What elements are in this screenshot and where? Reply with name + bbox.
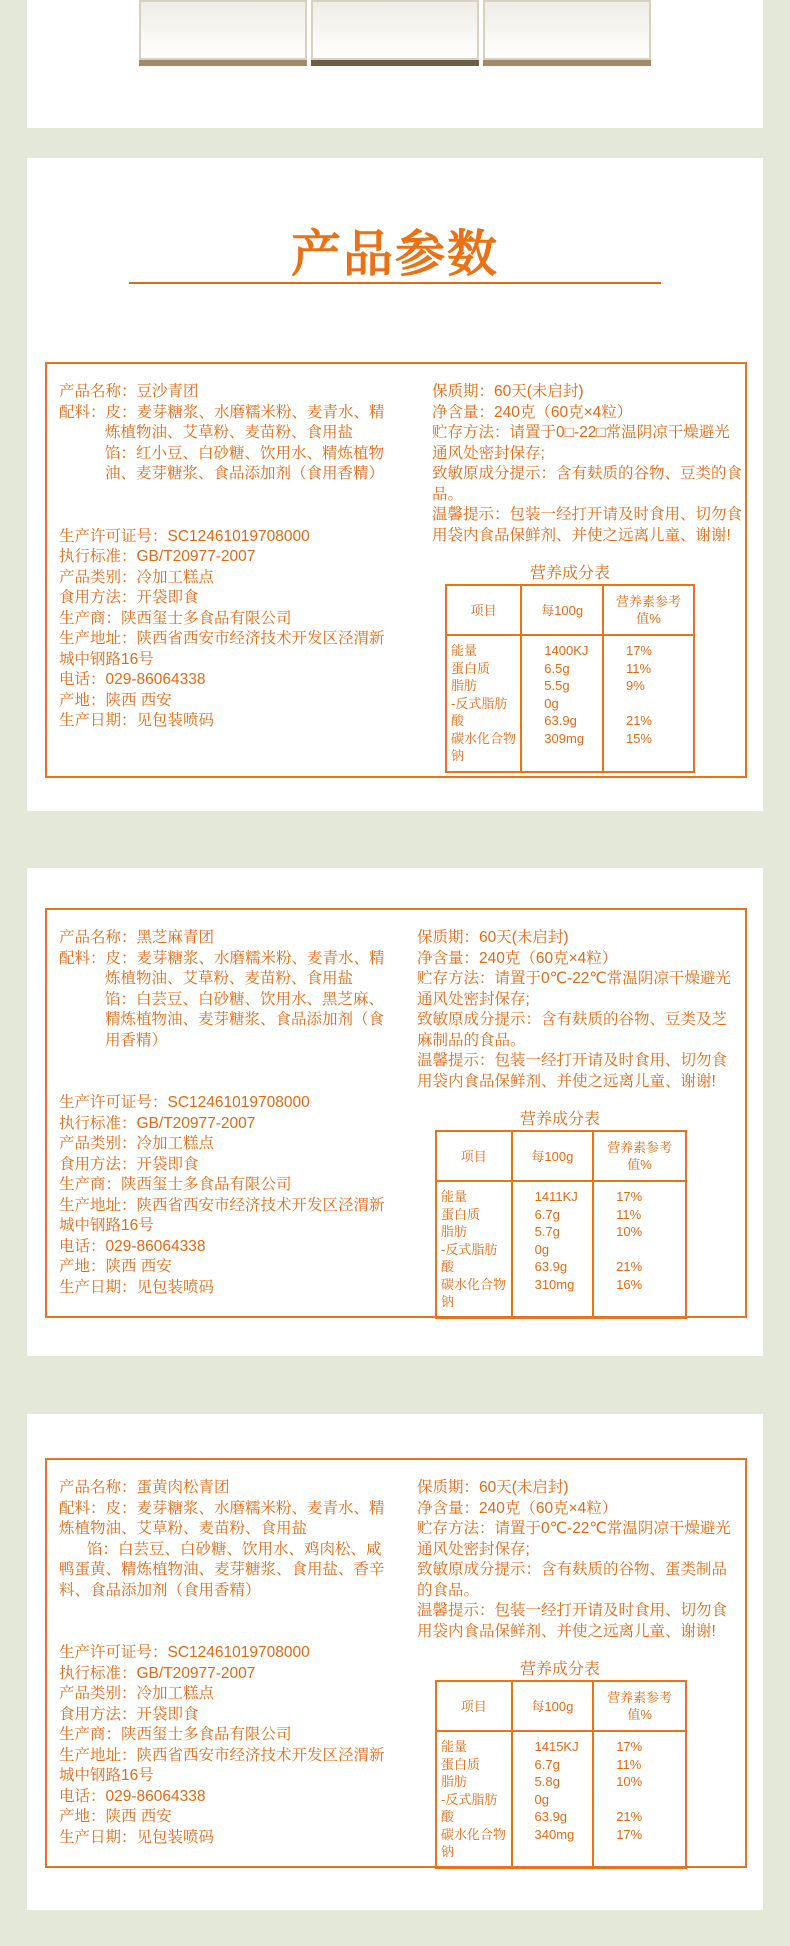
allergen-line: 致敏原成分提示：含有麸质的谷物、豆类的食 xyxy=(432,465,743,482)
nutrition-header: 每100g xyxy=(521,585,603,635)
net-content: 净含量：240克（60克×4粒） xyxy=(417,1499,618,1517)
license-number: 生产许可证号：SC12461019708000 xyxy=(59,1644,310,1661)
nrv-header: 营养素参考值% xyxy=(607,1690,673,1722)
per100g-value: 63.9g xyxy=(534,1809,568,1824)
left-column xyxy=(59,928,389,1298)
per100g-value: 1400KJ xyxy=(544,643,589,658)
nutrition-item: 能量 xyxy=(441,1189,468,1204)
origin: 产地：陕西 西安 xyxy=(59,1258,172,1275)
nrv-header: 营养素参考值% xyxy=(615,594,681,626)
nrv-value: 11% xyxy=(616,1756,642,1772)
tip-line: 温馨提示：包装一经打开请及时食用、切勿食 xyxy=(417,1602,728,1619)
storage-line: 通风处密封保存; xyxy=(432,444,545,462)
nrv-value: 17% xyxy=(616,1826,643,1842)
nrv-value: 11% xyxy=(616,1206,642,1222)
nrv-value: 17% xyxy=(616,1189,643,1204)
nrv-value xyxy=(616,1241,681,1259)
filling-line: 油、麦芽糖浆、食品添加剂（食用香精） xyxy=(105,465,385,482)
nrv-value: 21% xyxy=(616,1259,643,1274)
nutrition-per100g xyxy=(512,1731,594,1868)
spec-card-3 xyxy=(27,1414,763,1910)
storage-line: 通风处密封保存; xyxy=(417,1540,530,1558)
per100g-value: 5.7g xyxy=(534,1224,560,1239)
license-number: 生产许可证号：SC12461019708000 xyxy=(59,527,310,545)
tip-line: 温馨提示：包装一经打开请及时食用、切勿食 xyxy=(432,506,743,523)
nutrition-per100g xyxy=(521,635,603,772)
spec-box xyxy=(45,362,747,778)
phone: 电话：029-86064338 xyxy=(59,671,206,688)
per100g-value: 63.9g xyxy=(534,1259,568,1274)
per100g-value: 309mg xyxy=(544,730,585,746)
nutrition-header xyxy=(593,1681,686,1731)
product-photo xyxy=(311,0,479,66)
per100g-value: 310mg xyxy=(534,1276,575,1292)
nrv-value: 16% xyxy=(616,1276,643,1292)
spec-box xyxy=(45,908,747,1318)
nutrition-header: 项目 xyxy=(436,1681,512,1731)
nrv-value xyxy=(616,1791,681,1809)
nutrition-item: 脂肪 xyxy=(441,1224,468,1239)
nutrition-header: 项目 xyxy=(446,585,521,635)
per100g-value: 6.7g xyxy=(534,1756,560,1772)
product-category: 产品类别：冷加工糕点 xyxy=(59,1135,215,1152)
per100g-value: 0g xyxy=(534,1791,549,1807)
nrv-value: 10% xyxy=(616,1774,643,1789)
product-category: 产品类别：冷加工糕点 xyxy=(59,568,215,586)
nutrition-item: -反式脂肪酸 xyxy=(451,695,508,728)
standard: 执行标准：GB/T20977-2007 xyxy=(59,548,256,565)
nutrition-item: -反式脂肪酸 xyxy=(441,1241,498,1274)
nrv-value: 17% xyxy=(625,643,652,658)
nutrition-item: 钠 xyxy=(441,1294,455,1309)
storage-line: 贮存方法：请置于0□-22□常温阴凉干燥避光 xyxy=(432,424,730,441)
address-line: 生产地址：陕西省西安市经济技术开发区泾渭新 xyxy=(59,1196,385,1214)
product-photo xyxy=(139,0,307,66)
standard: 执行标准：GB/T20977-2007 xyxy=(59,1664,256,1682)
nutrition-item: 碳水化合物 xyxy=(441,1826,507,1842)
per100g-value: 1411KJ xyxy=(534,1189,578,1204)
per100g-value: 6.5g xyxy=(544,660,570,676)
nutrition-item: 能量 xyxy=(451,643,478,658)
per100g-value: 5.5g xyxy=(544,678,570,693)
origin: 产地：陕西 西安 xyxy=(59,691,172,709)
tip-line: 温馨提示：包装一经打开请及时食用、切勿食 xyxy=(417,1052,728,1069)
standard: 执行标准：GB/T20977-2007 xyxy=(59,1114,256,1132)
nrv-value: 21% xyxy=(625,713,652,728)
manufacturer: 生产商：陕西玺士多食品有限公司 xyxy=(59,609,292,627)
nutrition-item: 蛋白质 xyxy=(451,660,491,676)
allergen-line: 致敏原成分提示：含有麸质的谷物、豆类及芝 xyxy=(417,1011,728,1028)
nutrition-nrv xyxy=(603,635,694,772)
eating-method: 食用方法：开袋即食 xyxy=(59,589,199,606)
spec-card-2 xyxy=(27,868,763,1356)
filling-line: 馅：红小豆、白砂糖、饮用水、精炼植物 xyxy=(105,444,385,462)
manufacturer: 生产商：陕西玺士多食品有限公司 xyxy=(59,1176,292,1193)
license-number: 生产许可证号：SC12461019708000 xyxy=(59,1094,310,1111)
nutrition-item: 脂肪 xyxy=(441,1774,468,1789)
shelf-life: 保质期：60天(未启封) xyxy=(432,383,584,400)
eating-method: 食用方法：开袋即食 xyxy=(59,1705,199,1723)
address-line: 城中钢路16号 xyxy=(59,1767,154,1784)
address-line: 生产地址：陕西省西安市经济技术开发区泾渭新 xyxy=(59,630,385,647)
allergen-line: 麻制品的食品。 xyxy=(417,1031,526,1049)
nutrition-per100g xyxy=(512,1181,594,1318)
allergen-line: 的食品。 xyxy=(417,1581,480,1599)
left-column xyxy=(59,1478,389,1848)
spec-box xyxy=(45,1458,747,1868)
nutrition-header xyxy=(593,1131,686,1181)
per100g-value: 63.9g xyxy=(544,713,577,728)
nutrition-table xyxy=(445,584,695,773)
tip-line: 用袋内食品保鲜剂、并使之远离儿童、谢谢! xyxy=(432,526,731,544)
address-line: 城中钢路16号 xyxy=(59,1217,154,1234)
phone: 电话：029-86064338 xyxy=(59,1237,206,1255)
right-column xyxy=(417,1478,742,1642)
ingredients-line: 炼植物油、艾草粉、麦苗粉、食用盐 xyxy=(105,424,354,441)
ingredients-line: 配料：皮：麦芽糖浆、水磨糯米粉、麦青水、精 xyxy=(59,1499,385,1517)
nutrition-table xyxy=(435,1680,687,1869)
ingredients-line: 配料：皮：麦芽糖浆、水磨糯米粉、麦青水、精 xyxy=(59,403,385,421)
shelf-life: 保质期：60天(未启封) xyxy=(417,929,569,946)
nutrition-item: 钠 xyxy=(451,748,465,763)
product-name: 产品名称：蛋黄肉松青团 xyxy=(59,1479,230,1496)
section-title: 产品参数 xyxy=(291,226,499,282)
product-name: 产品名称：豆沙青团 xyxy=(59,383,199,400)
top-photo-card xyxy=(27,0,763,128)
ingredients-line: 炼植物油、艾草粉、麦苗粉、食用盐 xyxy=(105,970,354,987)
ingredients-line: 炼植物油、艾草粉、麦苗粉、食用盐 xyxy=(59,1520,308,1537)
nutrition-item: 能量 xyxy=(441,1739,468,1754)
product-category: 产品类别：冷加工糕点 xyxy=(59,1685,215,1702)
phone: 电话：029-86064338 xyxy=(59,1787,206,1805)
nutrition-title: 营养成分表 xyxy=(519,1661,600,1678)
nutrition-items xyxy=(446,635,521,772)
nrv-value: 15% xyxy=(625,730,652,746)
production-date: 生产日期：见包装喷码 xyxy=(59,712,215,729)
filling-line: 馅：白芸豆、白砂糖、饮用水、鸡肉松、咸 xyxy=(87,1540,382,1558)
nutrition-title: 营养成分表 xyxy=(529,565,610,582)
storage-line: 贮存方法：请置于0℃-22℃常温阴凉干燥避光 xyxy=(417,970,731,987)
filling-line: 鸭蛋黄、精炼植物油、麦芽糖浆、食用盐、香辛 xyxy=(59,1561,385,1578)
title-divider xyxy=(129,282,661,284)
left-column xyxy=(59,382,389,732)
nrv-value: 21% xyxy=(616,1809,643,1824)
product-photo-strip xyxy=(27,0,763,68)
net-content: 净含量：240克（60克×4粒） xyxy=(417,949,618,967)
production-date: 生产日期：见包装喷码 xyxy=(59,1828,215,1846)
nutrition-items xyxy=(436,1731,512,1868)
nutrition-items xyxy=(436,1181,512,1318)
nutrition-item: 蛋白质 xyxy=(441,1206,481,1222)
address-line: 城中钢路16号 xyxy=(59,650,154,668)
nrv-value: 11% xyxy=(625,660,652,676)
per100g-value: 5.8g xyxy=(534,1774,560,1789)
nutrition-header xyxy=(603,585,694,635)
storage-line: 贮存方法：请置于0℃-22℃常温阴凉干燥避光 xyxy=(417,1520,731,1537)
filling-line: 精炼植物油、麦芽糖浆、食品添加剂（食 xyxy=(105,1011,385,1028)
nutrition-header: 每100g xyxy=(512,1131,594,1181)
nrv-value xyxy=(626,695,689,713)
right-column xyxy=(417,928,742,1092)
nutrition-nrv xyxy=(593,1731,686,1868)
product-photo xyxy=(483,0,651,66)
eating-method: 食用方法：开袋即食 xyxy=(59,1155,199,1173)
per100g-value: 1415KJ xyxy=(534,1739,579,1754)
nrv-value: 10% xyxy=(616,1224,643,1239)
allergen-line: 致敏原成分提示：含有麸质的谷物、蛋类制品 xyxy=(417,1561,728,1578)
nutrition-item: 钠 xyxy=(441,1844,455,1859)
product-name: 产品名称：黑芝麻青团 xyxy=(59,929,215,946)
nrv-value: 9% xyxy=(625,678,645,693)
origin: 产地：陕西 西安 xyxy=(59,1808,172,1825)
net-content: 净含量：240克（60克×4粒） xyxy=(432,403,633,421)
tip-line: 用袋内食品保鲜剂、并使之远离儿童、谢谢! xyxy=(417,1622,716,1640)
shelf-life: 保质期：60天(未启封) xyxy=(417,1479,569,1496)
per100g-value: 6.7g xyxy=(534,1206,560,1222)
filling-line: 用香精） xyxy=(105,1031,168,1049)
nutrition-item: -反式脂肪酸 xyxy=(441,1791,498,1824)
nrv-header: 营养素参考值% xyxy=(607,1140,673,1172)
per100g-value: 0g xyxy=(534,1241,550,1257)
tip-line: 用袋内食品保鲜剂、并使之远离儿童、谢谢! xyxy=(417,1072,716,1090)
nutrition-table xyxy=(435,1130,687,1319)
nutrition-nrv xyxy=(593,1181,686,1318)
nrv-value: 17% xyxy=(616,1739,643,1754)
storage-line: 通风处密封保存; xyxy=(417,990,530,1008)
spec-card-1 xyxy=(27,158,763,811)
nutrition-item: 脂肪 xyxy=(451,678,478,693)
nutrition-header: 每100g xyxy=(512,1681,594,1731)
per100g-value: 0g xyxy=(544,695,559,711)
right-column xyxy=(432,382,742,546)
nutrition-title: 营养成分表 xyxy=(519,1111,600,1128)
filling-line: 料、食品添加剂（食用香精） xyxy=(59,1581,261,1599)
nutrition-item: 碳水化合物 xyxy=(451,730,517,746)
per100g-value: 340mg xyxy=(534,1826,575,1842)
nutrition-item: 蛋白质 xyxy=(441,1756,481,1772)
filling-line: 馅：白芸豆、白砂糖、饮用水、黑芝麻、 xyxy=(105,990,385,1008)
allergen-line: 品。 xyxy=(432,485,464,503)
address-line: 生产地址：陕西省西安市经济技术开发区泾渭新 xyxy=(59,1746,385,1764)
production-date: 生产日期：见包装喷码 xyxy=(59,1278,215,1296)
nutrition-header: 项目 xyxy=(436,1131,512,1181)
nutrition-item: 碳水化合物 xyxy=(441,1276,507,1292)
manufacturer: 生产商：陕西玺士多食品有限公司 xyxy=(59,1726,292,1743)
ingredients-line: 配料：皮：麦芽糖浆、水磨糯米粉、麦青水、精 xyxy=(59,949,385,967)
